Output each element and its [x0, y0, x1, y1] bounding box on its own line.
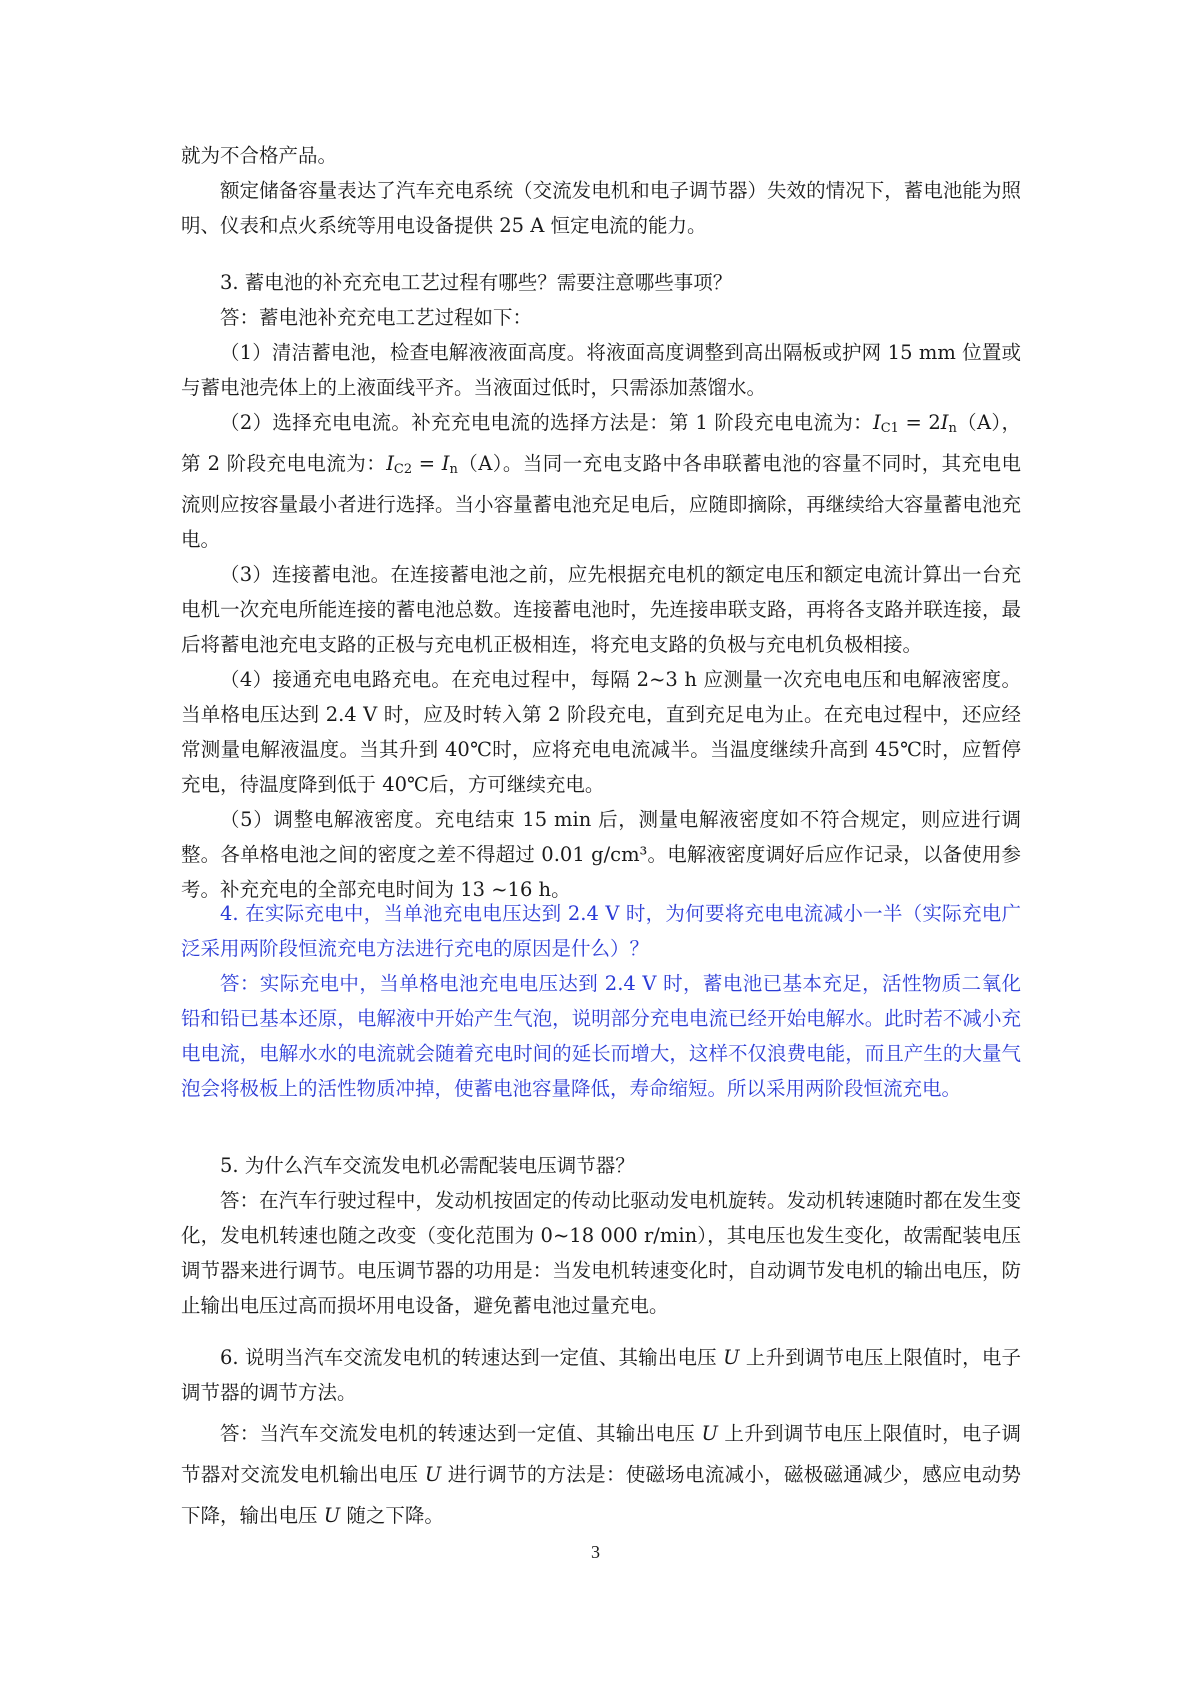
question-6-text-b: 上升到调节电压上限值时，电子调节器的调节方法。 — [181, 1346, 1021, 1404]
section-question-4 — [181, 896, 1021, 1106]
step-2-text-b: （A），第 2 阶段充电电流为： — [181, 411, 1021, 475]
section-question-6 — [181, 1340, 1021, 1536]
formula-var: I — [940, 411, 949, 434]
answer-5: 答：在汽车行驶过程中，发动机按固定的传动比驱动发电机旋转。发动机转速随时都在发生变化，发电机转速也随之改变（变化范围为 0~18 000 r/min），其电压也发生变化，故需配装电压调节器来进行调节。电压调节器的功用是：当发电机转速变化时，自动调节发电机的输出电压，防止输出电压过高而损坏用电设备，避免蓄电池过量充电。 — [181, 1189, 1021, 1317]
answer-6-text-a: 答：当汽车交流发电机的转速达到一定值、其输出电压 — [220, 1422, 702, 1445]
formula-sub: C1 — [880, 421, 899, 436]
question-6-text-a: 6. 说明当汽车交流发电机的转速达到一定值、其输出电压 — [220, 1346, 724, 1369]
answer-4: 答：实际充电中，当单格电池充电电压达到 2.4 V 时，蓄电池已基本充足，活性物质二氧化铅和铅已基本还原，电解液中开始产生气泡，说明部分充电电流已经开始电解水。此时若不减小充电电流，电解水水的电流就会随着充电时间的延长而增大，这样不仅浪费电能，而且产生的大量气泡会将极板上的活性物质冲掉，使蓄电池容量降低，寿命缩短。所以采用两阶段恒流充电。 — [181, 972, 1021, 1100]
page-number: 3 — [591, 1542, 600, 1562]
paragraph-rated-reserve-capacity: 额定储备容量表达了汽车充电系统（交流发电机和电子调节器）失效的情况下，蓄电池能为照明、仪表和点火系统等用电设备提供 25 A 恒定电流的能力。 — [181, 179, 1021, 237]
formula-sub: C2 — [393, 462, 413, 477]
step-2 — [181, 405, 1021, 557]
step-1: （1）清洁蓄电池，检查电解液液面高度。将液面高度调整到高出隔板或护网 15 mm 位置或与蓄电池壳体上的上液面线平齐。当液面过低时，只需添加蒸馏水。 — [181, 341, 1021, 399]
step-2-text-c: （A）。当同一充电支路中各串联蓄电池的容量不同时，其充电电流则应按容量最小者进行选择。当小容量蓄电池充足电后，应随即摘除，再继续给大容量蓄电池充电。 — [181, 452, 1021, 551]
question-5: 5. 为什么汽车交流发电机必需配装电压调节器？ — [220, 1154, 635, 1177]
section-question-5 — [181, 1148, 1021, 1323]
formula-ic1 — [873, 411, 957, 434]
formula-op: = 2 — [898, 411, 941, 434]
formula-ic2 — [386, 452, 458, 475]
var-u: U — [323, 1504, 341, 1527]
formula-sub: n — [449, 462, 458, 477]
question-6 — [181, 1340, 1021, 1410]
paragraph-block-intro — [181, 138, 1021, 243]
answer-3-intro: 答：蓄电池补充充电工艺过程如下： — [220, 306, 533, 329]
formula-sub: n — [948, 421, 957, 436]
question-3: 3. 蓄电池的补充充电工艺过程有哪些？需要注意哪些事项？ — [220, 271, 733, 294]
answer-6-text-b: 上升到调节电压上限值时，电子调节器对交流发电机输出电压 — [181, 1422, 1021, 1486]
section-question-3 — [181, 265, 1021, 907]
var-u: U — [701, 1422, 718, 1445]
step-5: （5）调整电解液密度。充电结束 15 min 后，测量电解液密度如不符合规定，则应进行调整。各单格电池之间的密度之差不得超过 0.01 g/cm³。电解液密度调好后应作记录，以备使用参考。补充充电的全部充电时间为 13 ~16 h。 — [181, 808, 1021, 901]
formula-var: I — [441, 452, 450, 475]
var-u: U — [723, 1346, 740, 1369]
answer-6-text-c: 进行调节的方法是：使磁场电流减小，磁极磁通减少，感应电动势下降，输出电压 — [181, 1463, 1021, 1527]
question-4: 4. 在实际充电中，当单池充电电压达到 2.4 V 时，为何要将充电电流减小一半（实际充电广泛采用两阶段恒流充电方法进行充电的原因是什么）？ — [181, 902, 1021, 960]
formula-op: = — [412, 452, 442, 475]
step-2-text-a: （2）选择充电电流。补充充电电流的选择方法是：第 1 阶段充电电流为： — [220, 411, 873, 434]
var-u: U — [424, 1463, 442, 1486]
formula-var: I — [386, 452, 394, 475]
paragraph-end-prev: 就为不合格产品。 — [181, 144, 338, 167]
formula-var: I — [873, 411, 881, 434]
answer-6 — [181, 1413, 1021, 1536]
answer-6-text-d: 随之下降。 — [340, 1504, 444, 1527]
step-3: （3）连接蓄电池。在连接蓄电池之前，应先根据充电机的额定电压和额定电流计算出一台充电机一次充电所能连接的蓄电池总数。连接蓄电池时，先连接串联支路，再将各支路并联连接，最后将蓄电池充电支路的正极与充电机正极相连，将充电支路的负极与充电机负极相接。 — [181, 563, 1021, 656]
step-4: （4）接通充电电路充电。在充电过程中，每隔 2~3 h 应测量一次充电电压和电解液密度。当单格电压达到 2.4 V 时，应及时转入第 2 阶段充电，直到充足电为止。在充电过程中，还应经常测量电解液温度。当其升到 40℃时，应将充电电流减半。当温度继续升高到 45℃时，应暂停充电，待温度降到低于 40℃后，方可继续充电。 — [181, 668, 1021, 796]
